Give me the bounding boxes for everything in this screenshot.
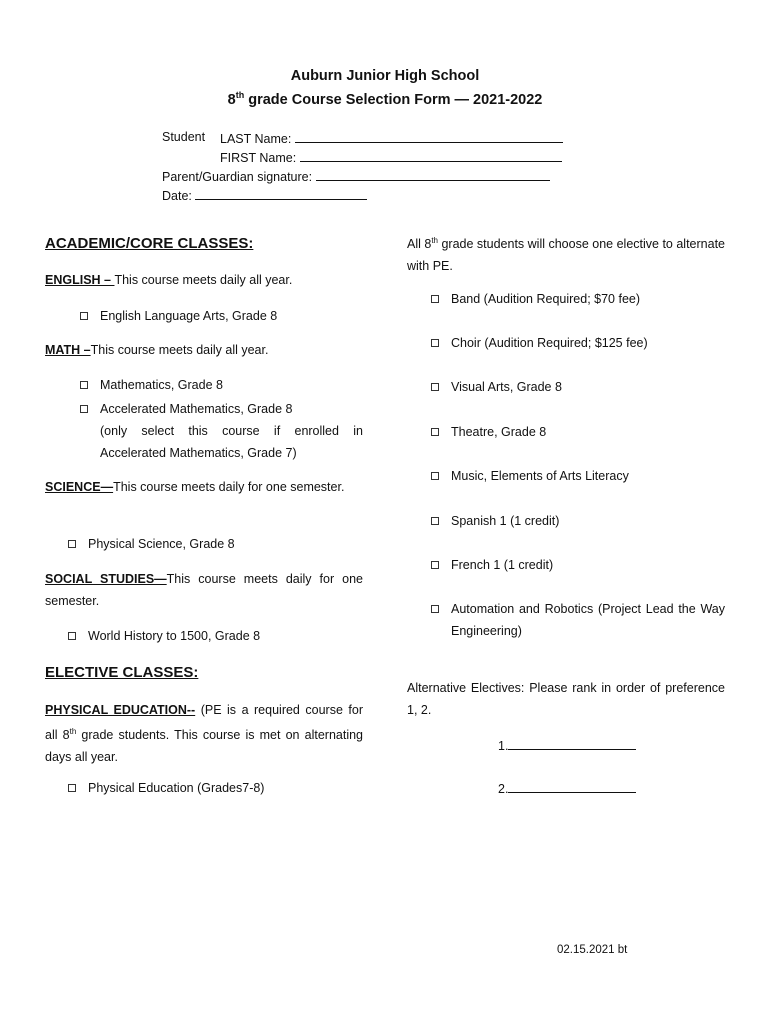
pe-desc (45, 699, 363, 768)
option-label: Physical Science, Grade 8 (88, 537, 235, 551)
checkbox[interactable] (68, 632, 76, 640)
elective-option[interactable] (431, 288, 640, 310)
pe-option[interactable] (68, 777, 264, 799)
intro-text-2: grade students will choose one elective to alternate with PE. (407, 237, 725, 274)
elective-option[interactable] (431, 376, 562, 398)
math-desc (45, 339, 363, 361)
rank-1-field[interactable] (498, 737, 636, 753)
elective-intro (407, 230, 725, 277)
checkbox[interactable] (68, 784, 76, 792)
checkbox[interactable] (80, 381, 88, 389)
option-label: Band (Audition Required; $70 fee) (451, 292, 641, 306)
last-name-label: LAST Name: (220, 132, 292, 146)
elective-option[interactable] (431, 332, 648, 354)
checkbox[interactable] (431, 383, 439, 391)
social-desc (45, 568, 363, 612)
checkbox[interactable] (431, 605, 439, 613)
math-text: This course meets daily all year. (90, 343, 269, 357)
date-field[interactable] (162, 187, 367, 203)
option-label: Accelerated Mathematics, Grade 8 (100, 402, 293, 416)
option-label: Spanish 1 (1 credit) (451, 514, 560, 528)
elective-option[interactable] (431, 465, 629, 487)
social-text: This course meets daily for one semester. (45, 572, 363, 608)
alternative-electives-text: Alternative Electives: Please rank in order of preference 1, 2. (407, 681, 725, 717)
option-note: (only select this course if enrolled in Accelerated Mathematics, Grade 7) (100, 424, 363, 460)
first-name-field[interactable] (220, 149, 562, 165)
option-label: Visual Arts, Grade 8 (451, 380, 562, 394)
form-title-grade: 8 (227, 91, 236, 108)
checkbox[interactable] (431, 295, 439, 303)
pe-label: PHYSICAL EDUCATION-- (45, 703, 196, 717)
option-label: Theatre, Grade 8 (451, 425, 547, 439)
intro-text-1: All 8 (407, 237, 432, 252)
option-label: Physical Education (Grades7-8) (88, 781, 265, 795)
checkbox[interactable] (431, 517, 439, 525)
intro-sup: th (431, 236, 438, 245)
option-label: Automation and Robotics (Project Lead the Way Engineering) (451, 602, 725, 638)
math-option[interactable] (80, 374, 223, 396)
checkbox[interactable] (431, 472, 439, 480)
checkbox[interactable] (431, 428, 439, 436)
option-label: Choir (Audition Required; $125 fee) (451, 336, 648, 350)
option-label: English Language Arts, Grade 8 (100, 309, 278, 323)
science-label: SCIENCE— (45, 480, 114, 494)
pe-sup: th (69, 727, 77, 736)
checkbox[interactable] (431, 339, 439, 347)
rank-2-label: 2. (498, 782, 509, 796)
science-text: This course meets daily for one semester. (113, 480, 345, 494)
signature-label: Parent/Guardian signature: (162, 170, 313, 184)
rank-2-field[interactable] (498, 780, 636, 796)
science-option[interactable] (68, 533, 235, 555)
elective-option[interactable] (431, 598, 725, 642)
pe-text-2: grade students. This course is met on alternating days all year. (45, 728, 364, 765)
english-label: ENGLISH – (45, 273, 115, 287)
first-name-line[interactable] (300, 149, 562, 162)
school-title: Auburn Junior High School (290, 68, 480, 84)
form-title (0, 90, 770, 108)
elective-option[interactable] (431, 554, 553, 576)
english-text: This course meets daily all year. (114, 273, 293, 287)
english-option[interactable] (80, 305, 277, 327)
last-name-line[interactable] (295, 130, 563, 143)
signature-line[interactable] (316, 168, 550, 181)
last-name-field[interactable] (220, 130, 563, 146)
academic-heading: ACADEMIC/CORE CLASSES: (45, 235, 254, 252)
option-label: Music, Elements of Arts Literacy (451, 469, 629, 483)
checkbox[interactable] (68, 540, 76, 548)
elective-heading: ELECTIVE CLASSES: (45, 664, 199, 681)
option-label: Mathematics, Grade 8 (100, 378, 223, 392)
form-title-rest: grade Course Selection Form — 2021-2022 (244, 91, 543, 108)
footer-code: 02.15.2021 bt (557, 944, 628, 956)
science-desc (45, 476, 363, 498)
english-desc (45, 269, 363, 291)
accel-math-option[interactable] (80, 398, 363, 464)
math-label: MATH – (45, 343, 91, 357)
checkbox[interactable] (431, 561, 439, 569)
option-label: World History to 1500, Grade 8 (88, 629, 261, 643)
form-title-sup: th (235, 90, 245, 100)
rank-2-line[interactable] (508, 780, 636, 793)
rank-1-line[interactable] (508, 737, 636, 750)
first-name-label: FIRST Name: (220, 151, 297, 165)
checkbox[interactable] (80, 405, 88, 413)
social-option[interactable] (68, 625, 260, 647)
checkbox[interactable] (80, 312, 88, 320)
rank-1-label: 1. (498, 739, 509, 753)
elective-option[interactable] (431, 421, 546, 443)
signature-field[interactable] (162, 168, 550, 184)
student-label: Student (162, 130, 206, 144)
date-line[interactable] (195, 187, 367, 200)
elective-option[interactable] (431, 510, 559, 532)
social-label: SOCIAL STUDIES— (45, 572, 167, 586)
option-label: French 1 (1 credit) (451, 558, 554, 572)
date-label: Date: (162, 189, 192, 203)
pe-text-1: (PE is a required course for all 8 (45, 703, 363, 743)
